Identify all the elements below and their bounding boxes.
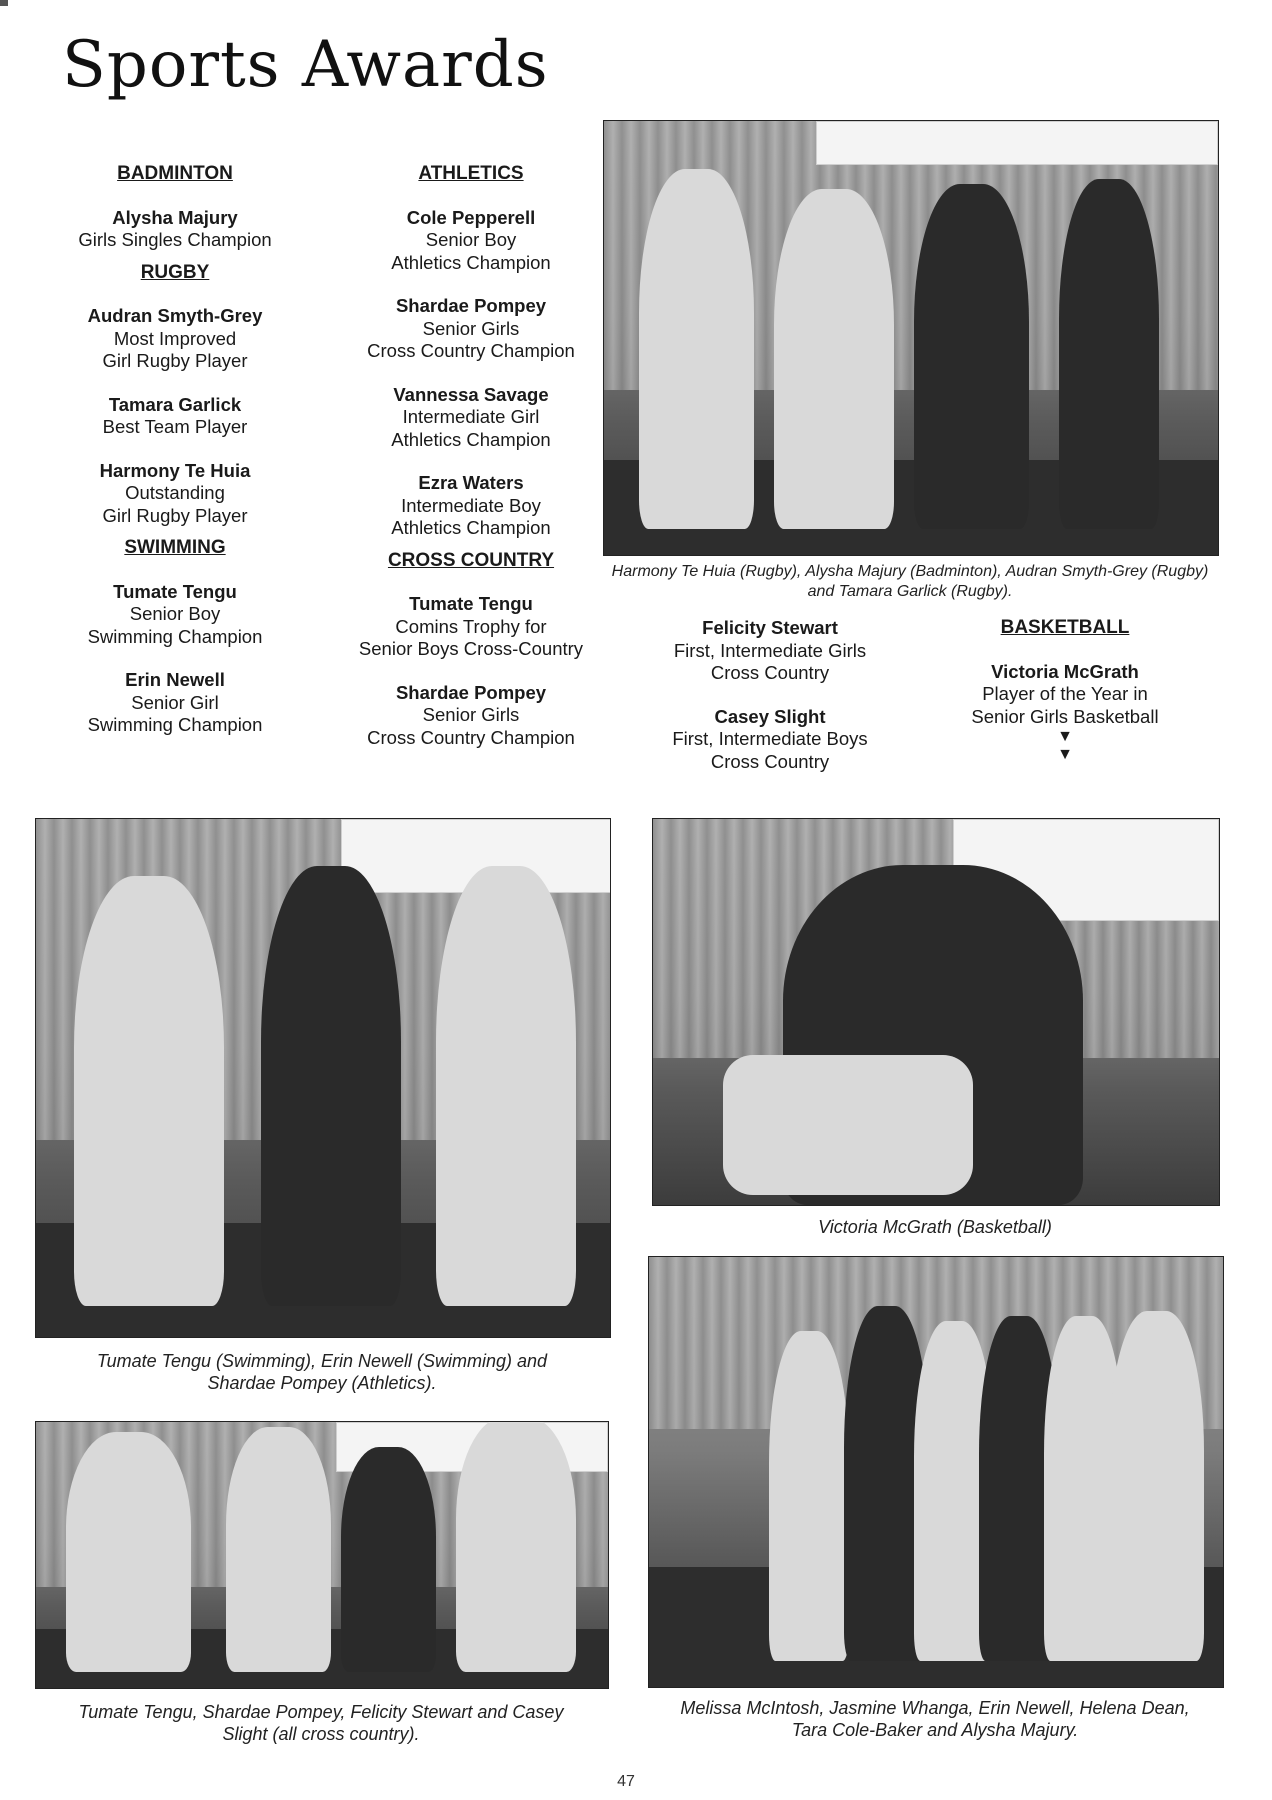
award-title: Senior Boy (425, 229, 517, 250)
award-name: Ezra Waters (418, 472, 524, 493)
group-photo-caption (648, 1697, 1222, 1741)
group-photo (648, 1256, 1224, 1688)
athletics-heading: ATHLETICS (418, 163, 524, 184)
award-title: Senior Girls Basketball (971, 705, 1159, 727)
award-title: Cross Country Champion (367, 340, 575, 361)
award-title: Senior Girls (422, 704, 520, 725)
column-athletics-cross-country (340, 163, 602, 749)
award-name: Cole Pepperell (406, 206, 536, 228)
down-arrow-icon: ▼ (1057, 728, 1073, 745)
award-title: Swimming Champion (87, 714, 263, 735)
column-basketball (945, 617, 1185, 764)
award-title: Cross Country (710, 662, 830, 683)
award-title: Intermediate Girl (402, 406, 540, 427)
caption-line: Tara Cole-Baker and Alysha Majury. (791, 1720, 1079, 1740)
award-title: Athletics Champion (391, 517, 551, 538)
award-title: Outstanding (125, 482, 225, 503)
basketball-photo (652, 818, 1220, 1206)
column-badminton-rugby-swimming (60, 163, 290, 737)
award-title: Girls Singles Champion (78, 229, 272, 250)
award-name: Casey Slight (714, 705, 826, 727)
page-number: 47 (617, 1773, 635, 1790)
award-title: Girl Rugby Player (102, 504, 248, 526)
down-arrow-icon: ▼ (1057, 746, 1073, 763)
award-title: Comins Trophy for (395, 615, 547, 637)
caption-line: Tumate Tengu (Swimming), Erin Newell (Swimming) and (96, 1351, 548, 1371)
award-title: Athletics Champion (391, 428, 551, 450)
award-title: Best Team Player (102, 416, 248, 437)
award-title: Swimming Champion (87, 625, 263, 647)
award-name: Tumate Tengu (113, 580, 237, 602)
award-name: Felicity Stewart (702, 617, 838, 638)
award-title: Senior Girls (422, 317, 520, 339)
caption-line: Shardae Pompey (Athletics). (207, 1373, 437, 1393)
award-title: Cross Country (710, 750, 830, 772)
rugby-heading: RUGBY (140, 261, 210, 283)
swimming-athletics-photo (35, 818, 611, 1338)
award-title: Player of the Year in (982, 683, 1148, 704)
cross-country-heading: CROSS COUNTRY (387, 549, 555, 571)
award-name: Erin Newell (125, 669, 225, 690)
basketball-photo-caption: Victoria McGrath (Basketball) (818, 1217, 1052, 1237)
award-name: Victoria McGrath (991, 660, 1139, 682)
caption-line: Slight (all cross country). (222, 1724, 420, 1744)
award-title: Most Improved (113, 327, 237, 349)
award-name: Vannessa Savage (393, 383, 549, 405)
basketball-heading: BASKETBALL (1000, 617, 1130, 638)
page-edge-mark (0, 0, 8, 6)
award-title: Intermediate Boy (401, 494, 541, 516)
badminton-heading: BADMINTON (117, 163, 233, 184)
award-title: Athletics Champion (391, 251, 551, 273)
award-title: Senior Boy (129, 603, 221, 624)
award-title: First, Intermediate Girls (673, 639, 867, 661)
rugby-photo-caption: Harmony Te Huia (Rugby), Alysha Majury (Badminton), Audran Smyth-Grey (Rugby) and Tamara Garlick (Rugby). (611, 563, 1209, 600)
column-cross-country-firsts (640, 617, 900, 773)
caption-line: Melissa McIntosh, Jasmine Whanga, Erin Newell, Helena Dean, (680, 1698, 1190, 1718)
award-title: First, Intermediate Boys (672, 728, 868, 749)
award-name: Audran Smyth-Grey (87, 305, 263, 326)
page-title: Sports Awards (62, 28, 549, 102)
award-name: Tumate Tengu (409, 593, 533, 614)
award-title: Cross Country Champion (367, 726, 575, 748)
cross-country-photo-caption (35, 1701, 607, 1745)
cross-country-photo (35, 1421, 609, 1689)
award-name: Shardae Pompey (395, 681, 547, 703)
award-name: Harmony Te Huia (99, 459, 251, 481)
swimming-photo-caption (35, 1350, 609, 1394)
award-title: Girl Rugby Player (102, 350, 248, 371)
award-name: Shardae Pompey (395, 295, 547, 316)
caption-line: Tumate Tengu, Shardae Pompey, Felicity Stewart and Casey (78, 1702, 564, 1722)
rugby-badminton-photo (603, 120, 1219, 556)
award-name: Alysha Majury (112, 206, 238, 228)
award-title: Senior Girl (131, 691, 219, 713)
award-name: Tamara Garlick (108, 393, 242, 415)
award-title: Senior Boys Cross-Country (358, 638, 584, 659)
swimming-heading: SWIMMING (124, 537, 226, 558)
